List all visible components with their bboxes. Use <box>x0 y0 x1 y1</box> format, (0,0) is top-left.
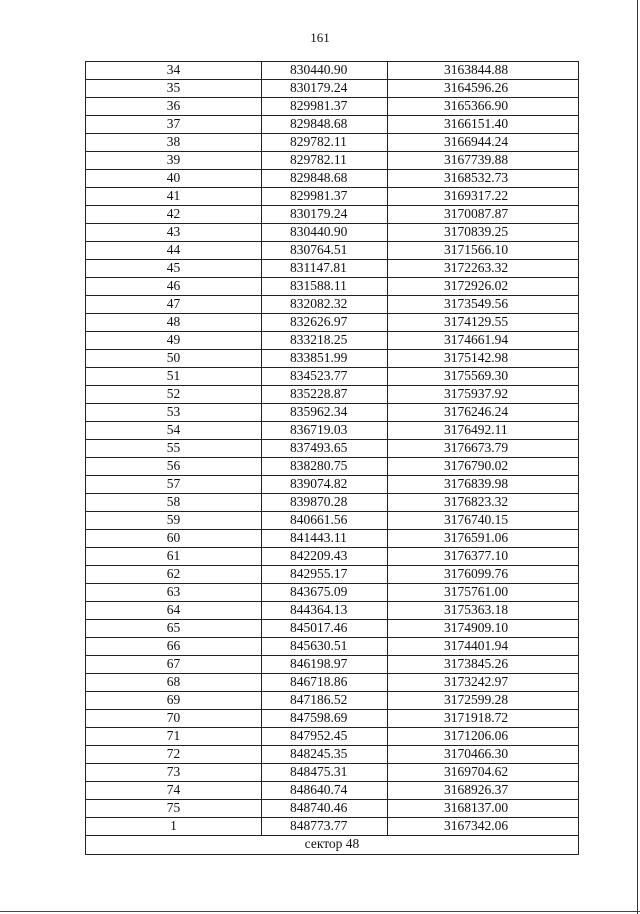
table-row <box>86 62 579 80</box>
point-number-cell: 75 <box>86 800 262 818</box>
x-coordinate-cell: 848640.74 <box>262 782 388 800</box>
y-coordinate-cell: 3176099.76 <box>388 566 579 584</box>
y-coordinate-cell: 3176790.02 <box>388 458 579 476</box>
page-number: 161 <box>310 30 330 45</box>
y-coordinate-cell: 3166944.24 <box>388 134 579 152</box>
y-coordinate-cell: 3170466.30 <box>388 746 579 764</box>
table-row <box>86 584 579 602</box>
y-coordinate-cell: 3172599.28 <box>388 692 579 710</box>
y-coordinate-cell: 3176740.15 <box>388 512 579 530</box>
x-coordinate-cell: 842209.43 <box>262 548 388 566</box>
x-coordinate-cell: 832082.32 <box>262 296 388 314</box>
x-coordinate-cell: 840661.56 <box>262 512 388 530</box>
point-number-cell: 56 <box>86 458 262 476</box>
y-coordinate-cell: 3176823.32 <box>388 494 579 512</box>
table-row <box>86 116 579 134</box>
x-coordinate-cell: 837493.65 <box>262 440 388 458</box>
table-row <box>86 476 579 494</box>
y-coordinate-cell: 3176246.24 <box>388 404 579 422</box>
point-number-cell: 39 <box>86 152 262 170</box>
x-coordinate-cell: 839074.82 <box>262 476 388 494</box>
point-number-cell: 72 <box>86 746 262 764</box>
point-number-cell: 47 <box>86 296 262 314</box>
y-coordinate-cell: 3170839.25 <box>388 224 579 242</box>
table-row <box>86 98 579 116</box>
point-number-cell: 50 <box>86 350 262 368</box>
table-row <box>86 368 579 386</box>
table-row <box>86 656 579 674</box>
table-row <box>86 494 579 512</box>
table-row <box>86 134 579 152</box>
x-coordinate-cell: 831147.81 <box>262 260 388 278</box>
table-row <box>86 746 579 764</box>
point-number-cell: 38 <box>86 134 262 152</box>
table-row <box>86 602 579 620</box>
y-coordinate-cell: 3176591.06 <box>388 530 579 548</box>
y-coordinate-cell: 3174129.55 <box>388 314 579 332</box>
point-number-cell: 59 <box>86 512 262 530</box>
y-coordinate-cell: 3171566.10 <box>388 242 579 260</box>
point-number-cell: 71 <box>86 728 262 746</box>
point-number-cell: 55 <box>86 440 262 458</box>
point-number-cell: 68 <box>86 674 262 692</box>
table-row <box>86 422 579 440</box>
y-coordinate-cell: 3174909.10 <box>388 620 579 638</box>
x-coordinate-cell: 835962.34 <box>262 404 388 422</box>
point-number-cell: 66 <box>86 638 262 656</box>
y-coordinate-cell: 3168532.73 <box>388 170 579 188</box>
x-coordinate-cell: 830440.90 <box>262 62 388 80</box>
point-number-cell: 63 <box>86 584 262 602</box>
point-number-cell: 65 <box>86 620 262 638</box>
y-coordinate-cell: 3163844.88 <box>388 62 579 80</box>
sector-label: сектор 48 <box>86 836 579 855</box>
x-coordinate-cell: 829848.68 <box>262 116 388 134</box>
point-number-cell: 35 <box>86 80 262 98</box>
table-row <box>86 620 579 638</box>
y-coordinate-cell: 3167342.06 <box>388 818 579 836</box>
y-coordinate-cell: 3171206.06 <box>388 728 579 746</box>
point-number-cell: 57 <box>86 476 262 494</box>
point-number-cell: 67 <box>86 656 262 674</box>
table-row <box>86 386 579 404</box>
x-coordinate-cell: 845017.46 <box>262 620 388 638</box>
y-coordinate-cell: 3172926.02 <box>388 278 579 296</box>
y-coordinate-cell: 3175761.00 <box>388 584 579 602</box>
table-footer-row <box>86 836 579 855</box>
y-coordinate-cell: 3175937.92 <box>388 386 579 404</box>
y-coordinate-cell: 3174661.94 <box>388 332 579 350</box>
table-row <box>86 530 579 548</box>
point-number-cell: 52 <box>86 386 262 404</box>
x-coordinate-cell: 846718.86 <box>262 674 388 692</box>
y-coordinate-cell: 3173845.26 <box>388 656 579 674</box>
coordinates-table <box>85 61 579 855</box>
table-row <box>86 782 579 800</box>
y-coordinate-cell: 3164596.26 <box>388 80 579 98</box>
x-coordinate-cell: 829981.37 <box>262 188 388 206</box>
table-row <box>86 206 579 224</box>
x-coordinate-cell: 848245.35 <box>262 746 388 764</box>
point-number-cell: 41 <box>86 188 262 206</box>
point-number-cell: 44 <box>86 242 262 260</box>
x-coordinate-cell: 846198.97 <box>262 656 388 674</box>
point-number-cell: 73 <box>86 764 262 782</box>
x-coordinate-cell: 830440.90 <box>262 224 388 242</box>
x-coordinate-cell: 833851.99 <box>262 350 388 368</box>
table-row <box>86 332 579 350</box>
x-coordinate-cell: 829782.11 <box>262 152 388 170</box>
y-coordinate-cell: 3176673.79 <box>388 440 579 458</box>
table-row <box>86 152 579 170</box>
x-coordinate-cell: 836719.03 <box>262 422 388 440</box>
x-coordinate-cell: 829848.68 <box>262 170 388 188</box>
y-coordinate-cell: 3165366.90 <box>388 98 579 116</box>
y-coordinate-cell: 3175142.98 <box>388 350 579 368</box>
x-coordinate-cell: 848773.77 <box>262 818 388 836</box>
point-number-cell: 46 <box>86 278 262 296</box>
x-coordinate-cell: 829981.37 <box>262 98 388 116</box>
table-row <box>86 404 579 422</box>
y-coordinate-cell: 3174401.94 <box>388 638 579 656</box>
y-coordinate-cell: 3171918.72 <box>388 710 579 728</box>
y-coordinate-cell: 3173549.56 <box>388 296 579 314</box>
y-coordinate-cell: 3167739.88 <box>388 152 579 170</box>
point-number-cell: 37 <box>86 116 262 134</box>
table-row <box>86 170 579 188</box>
table-row <box>86 278 579 296</box>
table-row <box>86 566 579 584</box>
table-row <box>86 674 579 692</box>
point-number-cell: 62 <box>86 566 262 584</box>
table-row <box>86 458 579 476</box>
table-row <box>86 710 579 728</box>
page-edge-bottom <box>0 911 640 912</box>
point-number-cell: 53 <box>86 404 262 422</box>
table-row <box>86 800 579 818</box>
point-number-cell: 60 <box>86 530 262 548</box>
x-coordinate-cell: 843675.09 <box>262 584 388 602</box>
x-coordinate-cell: 848475.31 <box>262 764 388 782</box>
x-coordinate-cell: 841443.11 <box>262 530 388 548</box>
y-coordinate-cell: 3168926.37 <box>388 782 579 800</box>
x-coordinate-cell: 839870.28 <box>262 494 388 512</box>
x-coordinate-cell: 830764.51 <box>262 242 388 260</box>
point-number-cell: 1 <box>86 818 262 836</box>
x-coordinate-cell: 847598.69 <box>262 710 388 728</box>
point-number-cell: 70 <box>86 710 262 728</box>
table-row <box>86 512 579 530</box>
x-coordinate-cell: 838280.75 <box>262 458 388 476</box>
table-row <box>86 188 579 206</box>
x-coordinate-cell: 842955.17 <box>262 566 388 584</box>
point-number-cell: 64 <box>86 602 262 620</box>
point-number-cell: 74 <box>86 782 262 800</box>
y-coordinate-cell: 3175363.18 <box>388 602 579 620</box>
y-coordinate-cell: 3169704.62 <box>388 764 579 782</box>
page-edge-right <box>637 0 638 914</box>
point-number-cell: 54 <box>86 422 262 440</box>
y-coordinate-cell: 3173242.97 <box>388 674 579 692</box>
x-coordinate-cell: 829782.11 <box>262 134 388 152</box>
x-coordinate-cell: 845630.51 <box>262 638 388 656</box>
table-row <box>86 350 579 368</box>
y-coordinate-cell: 3170087.87 <box>388 206 579 224</box>
x-coordinate-cell: 831588.11 <box>262 278 388 296</box>
table-row <box>86 242 579 260</box>
point-number-cell: 49 <box>86 332 262 350</box>
table-row <box>86 260 579 278</box>
x-coordinate-cell: 833218.25 <box>262 332 388 350</box>
point-number-cell: 42 <box>86 206 262 224</box>
point-number-cell: 48 <box>86 314 262 332</box>
table-row <box>86 728 579 746</box>
y-coordinate-cell: 3168137.00 <box>388 800 579 818</box>
point-number-cell: 61 <box>86 548 262 566</box>
coordinates-table-body <box>86 62 579 836</box>
table-row <box>86 692 579 710</box>
table-row <box>86 440 579 458</box>
table-row <box>86 314 579 332</box>
y-coordinate-cell: 3176839.98 <box>388 476 579 494</box>
x-coordinate-cell: 830179.24 <box>262 80 388 98</box>
x-coordinate-cell: 847952.45 <box>262 728 388 746</box>
point-number-cell: 58 <box>86 494 262 512</box>
x-coordinate-cell: 834523.77 <box>262 368 388 386</box>
point-number-cell: 34 <box>86 62 262 80</box>
x-coordinate-cell: 830179.24 <box>262 206 388 224</box>
table-row <box>86 764 579 782</box>
y-coordinate-cell: 3175569.30 <box>388 368 579 386</box>
table-row <box>86 224 579 242</box>
point-number-cell: 43 <box>86 224 262 242</box>
y-coordinate-cell: 3176377.10 <box>388 548 579 566</box>
point-number-cell: 51 <box>86 368 262 386</box>
x-coordinate-cell: 832626.97 <box>262 314 388 332</box>
table-row <box>86 548 579 566</box>
point-number-cell: 69 <box>86 692 262 710</box>
point-number-cell: 45 <box>86 260 262 278</box>
point-number-cell: 36 <box>86 98 262 116</box>
x-coordinate-cell: 847186.52 <box>262 692 388 710</box>
table-row <box>86 638 579 656</box>
table-row <box>86 80 579 98</box>
y-coordinate-cell: 3172263.32 <box>388 260 579 278</box>
table-row <box>86 818 579 836</box>
x-coordinate-cell: 835228.87 <box>262 386 388 404</box>
x-coordinate-cell: 844364.13 <box>262 602 388 620</box>
table-row <box>86 296 579 314</box>
y-coordinate-cell: 3169317.22 <box>388 188 579 206</box>
point-number-cell: 40 <box>86 170 262 188</box>
y-coordinate-cell: 3166151.40 <box>388 116 579 134</box>
y-coordinate-cell: 3176492.11 <box>388 422 579 440</box>
x-coordinate-cell: 848740.46 <box>262 800 388 818</box>
